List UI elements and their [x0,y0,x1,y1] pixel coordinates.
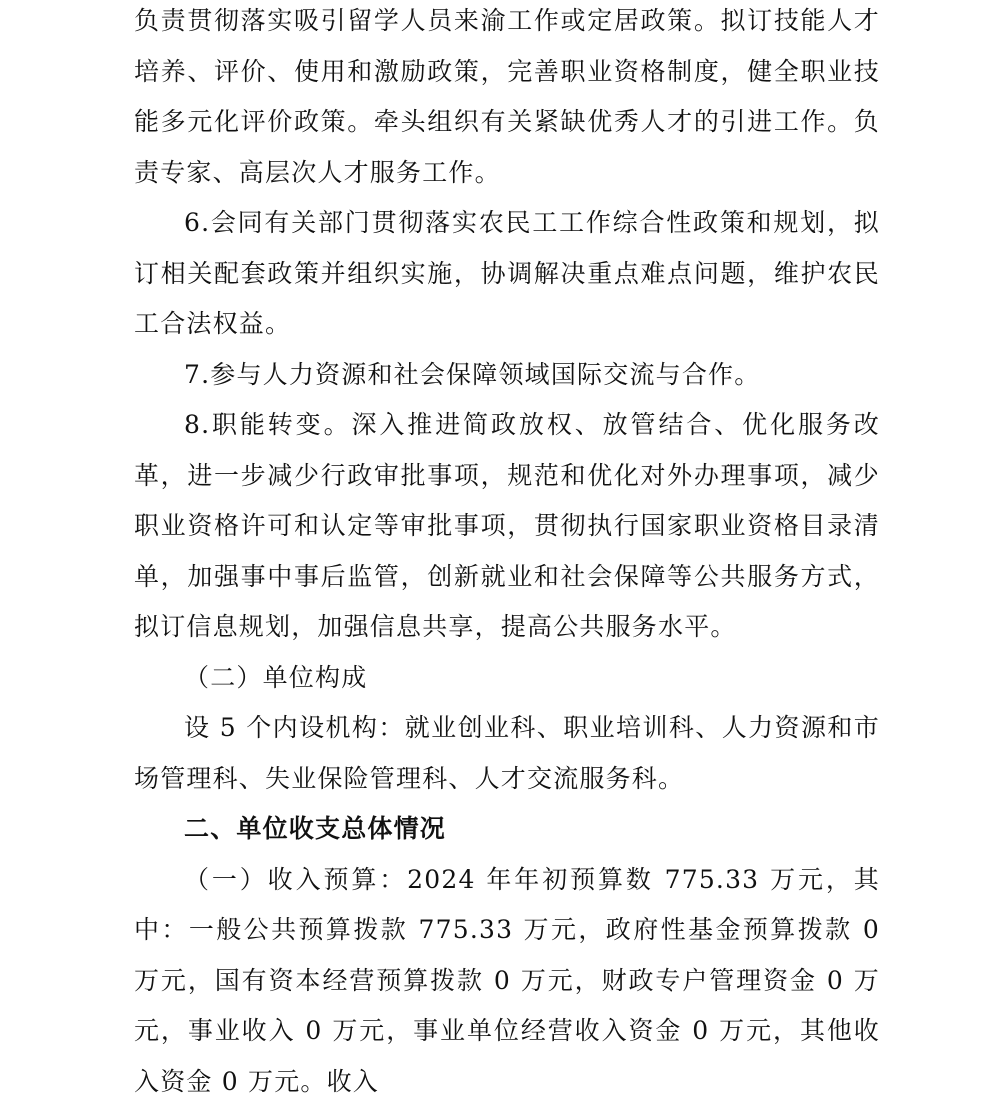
document-page [134,0,880,1107]
paragraph-item-6-migrant-workers: 6.会同有关部门贯彻落实农民工工作综合性政策和规划，拟订相关配套政策并组织实施，协调解决重点难点问题，维护农民工合法权益。 [134,198,880,350]
paragraph-income-budget: （一）收入预算：2024 年年初预算数 775.33 万元，其中：一般公共预算拨款 775.33 万元，政府性基金预算拨款 0 万元，国有资本经营预算拨款 0 万元，财政专户管理资金 0 万元，事业收入 0 万元，事业单位经营收入资金 0 万元，其他收入资金 0 万元。收入 [134,855,880,1107]
paragraph-item-7-international: 7.参与人力资源和社会保障领域国际交流与合作。 [134,350,880,401]
paragraph-policy-talent: 负责贯彻落实吸引留学人员来渝工作或定居政策。拟订技能人才培养、评价、使用和激励政策，完善职业资格制度，健全职业技能多元化评价政策。牵头组织有关紧缺优秀人才的引进工作。负责专家、高层次人才服务工作。 [134,0,880,198]
section-heading-income-expenditure: 二、单位收支总体情况 [134,804,880,855]
paragraph-internal-departments: 设 5 个内设机构：就业创业科、职业培训科、人力资源和市场管理科、失业保险管理科、人才交流服务科。 [134,703,880,804]
section-heading-unit-composition: （二）单位构成 [134,653,880,704]
paragraph-item-8-function-transformation: 8.职能转变。深入推进简政放权、放管结合、优化服务改革，进一步减少行政审批事项，规范和优化对外办理事项，减少职业资格许可和认定等审批事项，贯彻执行国家职业资格目录清单，加强事中事后监管，创新就业和社会保障等公共服务方式，拟订信息规划，加强信息共享，提高公共服务水平。 [134,400,880,653]
